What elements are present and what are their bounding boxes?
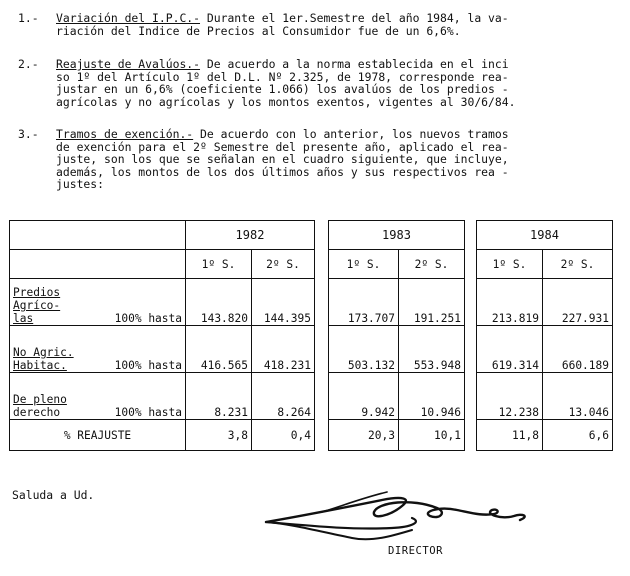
signature-title: DIRECTOR [388,545,444,557]
value-cell: 227.931 [543,279,613,326]
row-qualifier: 100% hasta [114,406,182,419]
reajuste-row [10,420,613,451]
semester-header: 1º S. [186,250,252,279]
value-cell: 8.264 [252,373,315,420]
reajuste-value: 11,8 [477,420,543,451]
value-cell: 660.189 [543,326,613,373]
paragraph-line: De acuerdo a la norma establecida en el inci [200,57,509,71]
value-cell: 416.565 [186,326,252,373]
paragraph-line: juste, son los que se señalan en el cuadro siguiente, que incluye, [56,152,509,167]
value-cell: 173.707 [329,279,399,326]
row-qualifier: 100% hasta [114,312,182,325]
semester-header: 2º S. [543,250,613,279]
semester-header: 2º S. [252,250,315,279]
year-header: 1982 [186,221,315,250]
value-cell: 143.820 [186,279,252,326]
semester-header: 2º S. [399,250,465,279]
value-cell: 213.819 [477,279,543,326]
year-header-row [10,221,613,250]
value-cell: 191.251 [399,279,465,326]
paragraph-line: De acuerdo con lo anterior, los nuevos tramos [193,127,509,141]
table-row [10,373,613,420]
value-cell: 144.395 [252,279,315,326]
row-label: De pleno derecho 100% hasta [10,373,186,420]
empty-header-cell [10,250,186,279]
paragraph-line: agrícolas y no agrícolas y los montos exentos, vigentes al 30/6/84. [56,94,516,109]
table-row [10,326,613,373]
paragraph-number: 1.- [18,11,39,25]
value-cell: 12.238 [477,373,543,420]
reajuste-value: 0,4 [252,420,315,451]
paragraph-line: justar en un 6,6% (coeficiente 1.066) los avalúos de los predios - [56,82,509,97]
paragraph-line: justes: [56,177,105,192]
value-cell: 418.231 [252,326,315,373]
paragraph-3 [18,128,614,191]
year-header: 1983 [329,221,465,250]
reajuste-value: 10,1 [399,420,465,451]
value-cell: 8.231 [186,373,252,420]
paragraph-title: Reajuste de Avalúos.- [56,57,201,71]
reajuste-label: % REAJUSTE [10,420,186,451]
value-cell: 9.942 [329,373,399,420]
paragraph-line: de exención para el 2º Semestre del presente año, aplicado el rea- [56,139,509,154]
paragraph-title: Tramos de exención.- [56,127,194,141]
exemption-table [9,220,613,451]
reajuste-value: 20,3 [329,420,399,451]
value-cell: 13.046 [543,373,613,420]
table-row [10,279,613,326]
paragraph-title: Variación del I.P.C.- [56,11,201,25]
value-cell: 503.132 [329,326,399,373]
paragraph-number: 3.- [18,127,39,141]
empty-header-cell [10,221,186,250]
semester-header: 1º S. [477,250,543,279]
semester-header-row [10,250,613,279]
value-cell: 553.948 [399,326,465,373]
paragraph-line: riación del Indice de Precios al Consumidor fue de un 6,6%. [56,23,461,38]
paragraph-line: además, los montos de los dos últimos años y sus respectivos rea - [56,164,509,179]
row-qualifier: 100% hasta [114,359,182,372]
closing-text: Saluda a Ud. [12,488,95,502]
paragraph-number: 2.- [18,57,39,71]
paragraph-line: so 1º del Artículo 1º del D.L. Nº 2.325, de 1978, corresponde rea- [56,69,509,84]
paragraph-line: Durante el 1er.Semestre del año 1984, la va- [200,11,509,25]
signature [262,486,562,546]
paragraph-1 [18,12,614,37]
row-label: No Agric. Habitac. 100% hasta [10,326,186,373]
paragraph-2 [18,58,614,108]
value-cell: 10.946 [399,373,465,420]
year-header: 1984 [477,221,613,250]
row-label: Predios Agríco- las 100% hasta [10,279,186,326]
semester-header: 1º S. [329,250,399,279]
reajuste-value: 3,8 [186,420,252,451]
reajuste-value: 6,6 [543,420,613,451]
value-cell: 619.314 [477,326,543,373]
